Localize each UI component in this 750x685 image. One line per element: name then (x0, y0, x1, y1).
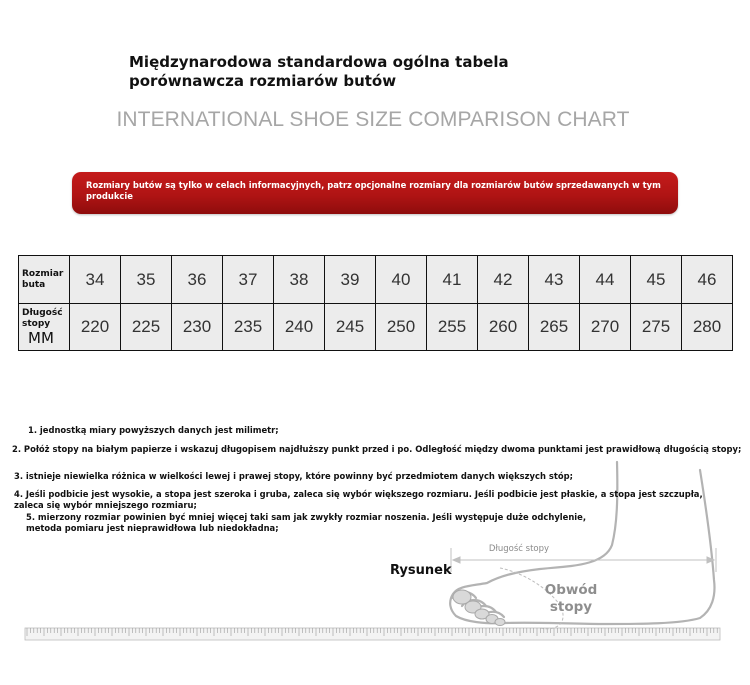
size-cell: 45 (631, 256, 682, 304)
size-cell: 42 (478, 256, 529, 304)
length-cell: 230 (172, 304, 223, 351)
disclaimer-text: Rozmiary butów są tylko w celach informacyjnych, patrz opcjonalne rozmiary dla rozmiarów butów sprzedawanych w tym produkcie (86, 180, 661, 201)
note-item: 5. mierzony rozmiar powinien być mniej więcej taki sam jak zwykły rozmiar noszenia. Jeśli występuje duże odchylenie, metoda pomiaru jest nieprawidłowa lub niedokładna; (26, 512, 587, 533)
size-cell: 36 (172, 256, 223, 304)
size-cell: 39 (325, 256, 376, 304)
length-cell: 255 (427, 304, 478, 351)
girth-label-line1: Obwód (544, 582, 598, 598)
size-cell: 38 (274, 256, 325, 304)
page-subtitle: INTERNATIONAL SHOE SIZE COMPARISON CHART (116, 108, 630, 131)
length-label: Długość stopy (488, 544, 550, 554)
note-item: 2. Połóż stopy na białym papierze i wskazuj długopisem najdłuższy punkt przed i po. Odległość między dwoma punktami jest prawidłową długością stopy; (12, 444, 742, 454)
size-cell: 35 (121, 256, 172, 304)
size-cell: 44 (580, 256, 631, 304)
length-cell: 260 (478, 304, 529, 351)
girth-label-line2: stopy (549, 599, 593, 615)
length-cell: 220 (70, 304, 121, 351)
length-cell: 270 (580, 304, 631, 351)
length-cell: 265 (529, 304, 580, 351)
size-cell: 46 (682, 256, 733, 304)
length-cell: 245 (325, 304, 376, 351)
length-cell: 235 (223, 304, 274, 351)
size-cell: 34 (70, 256, 121, 304)
row-header-length-unit: MM (28, 329, 54, 347)
size-cell: 41 (427, 256, 478, 304)
length-cell: 250 (376, 304, 427, 351)
page-title: Międzynarodowa standardowa ogólna tabela porównawcza rozmiarów butów (129, 53, 509, 90)
length-cell: 225 (121, 304, 172, 351)
note-item: 4. Jeśli podbicie jest wysokie, a stopa jest szeroka i gruba, zaleca się wybór większego rozmiaru. Jeśli podbicie jest płaskie, a stopa jest szczupła, zaleca się wybór mniejszego rozmiaru; (14, 489, 703, 510)
ruler (25, 628, 720, 640)
size-cell: 37 (223, 256, 274, 304)
size-cell: 43 (529, 256, 580, 304)
size-cell: 40 (376, 256, 427, 304)
length-cell: 280 (682, 304, 733, 351)
figure-label: Rysunek (390, 563, 452, 578)
row-header-length-label: Długość stopy (22, 308, 63, 329)
length-cell: 275 (631, 304, 682, 351)
toes (453, 590, 505, 626)
row-header-size: Rozmiar buta (19, 256, 70, 304)
length-cell: 240 (274, 304, 325, 351)
note-item: 3. istnieje niewielka różnica w wielkości lewej i prawej stopy, które powinny być przedmiotem danych większych stóp; (14, 471, 573, 481)
note-item: 1. jednostką miary powyższych danych jest milimetr; (28, 425, 279, 435)
